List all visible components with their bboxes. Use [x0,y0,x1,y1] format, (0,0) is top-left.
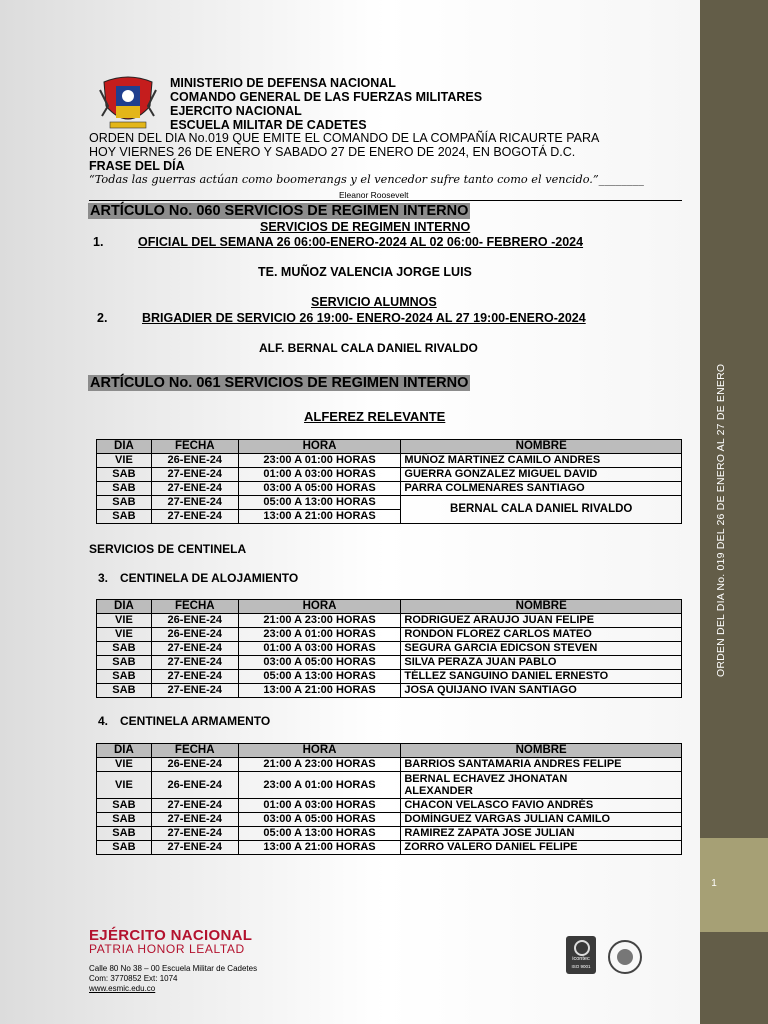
table-row [97,799,682,813]
cell-fecha: 27-ENE-24 [151,670,238,684]
item-2-number: 2. [97,311,108,325]
certification-seal-center-icon [617,949,633,965]
cell-nombre: BARRIOS SANTAMARIA ANDRES FELIPE [401,758,682,772]
table-row [97,482,682,496]
cell-hora: 21:00 A 23:00 HORAS [238,614,401,628]
cell-hora: 01:00 A 03:00 HORAS [238,642,401,656]
cell-fecha: 27-ENE-24 [151,841,238,855]
cell-fecha: 27-ENE-24 [151,510,238,524]
cell-hora: 23:00 A 01:00 HORAS [238,454,401,468]
cell-nombre: TÉLLEZ SANGUINO DANIEL ERNESTO [401,670,682,684]
footer-address: Calle 80 No 38 – 00 Escuela Militar de Cadetes [89,964,258,973]
footer-website[interactable]: www.esmic.edu.co [89,984,156,993]
footer-phone: Com: 3770852 Ext: 1074 [89,974,178,983]
table-row [97,496,682,510]
item-4-number: 4. [98,714,109,728]
table-row [97,628,682,642]
cell-fecha: 26-ENE-24 [151,614,238,628]
header-school: ESCUELA MILITAR DE CADETES [170,118,367,132]
cell-fecha: 27-ENE-24 [151,468,238,482]
cell-dia: VIE [97,628,152,642]
table-row [97,684,682,698]
table-row [97,614,682,628]
centinela-armamento-table [96,743,682,855]
cell-dia: VIE [97,772,152,799]
sidebar-vertical-title: ORDEN DEL DIA No. 019 DEL 26 DE ENERO AL 27 DE ENERO [715,363,727,677]
cell-dia: SAB [97,482,152,496]
table-row [97,468,682,482]
item-3-number: 3. [98,571,109,585]
centinela-alojamiento-table [96,599,682,698]
cell-hora: 05:00 A 13:00 HORAS [238,670,401,684]
cell-nombre: RAMIREZ ZAPATA JOSE JULIAN [401,827,682,841]
item-1-number: 1. [93,235,104,249]
cell-fecha: 27-ENE-24 [151,642,238,656]
cell-fecha: 27-ENE-24 [151,813,238,827]
cell-hora: 23:00 A 01:00 HORAS [238,772,401,799]
table-row [97,670,682,684]
item-3-centinela-alojamiento: CENTINELA DE ALOJAMIENTO [120,571,299,585]
cell-nombre: JOSA QUIJANO IVAN SANTIAGO [401,684,682,698]
cell-dia: SAB [97,468,152,482]
cell-hora: 03:00 A 05:00 HORAS [238,656,401,670]
article-061-title: ARTÍCULO No. 061 SERVICIOS DE REGIMEN INTERNO [90,375,469,391]
cell-dia: SAB [97,813,152,827]
cell-fecha: 27-ENE-24 [151,482,238,496]
alferez-relevante-title: ALFEREZ RELEVANTE [304,409,446,424]
cell-dia: VIE [97,758,152,772]
oficial-name: TE. MUÑOZ VALENCIA JORGE LUIS [258,265,472,279]
cell-dia: SAB [97,684,152,698]
cell-fecha: 26-ENE-24 [151,628,238,642]
table-row [97,827,682,841]
cell-nombre: ZORRO VALERO DANIEL FELIPE [401,841,682,855]
table-row [97,758,682,772]
alferez-table [96,439,682,524]
footer-brand-name: EJÉRCITO NACIONAL [89,927,253,944]
cell-fecha: 27-ENE-24 [151,656,238,670]
cell-dia: SAB [97,670,152,684]
column-header-nombre: NOMBRE [401,744,682,758]
frase-label: FRASE DEL DÍA [89,159,185,173]
table-row [97,772,682,799]
column-header-fecha: FECHA [151,600,238,614]
orden-line-2: HOY VIERNES 26 DE ENERO Y SABADO 27 DE ENERO DE 2024, EN BOGOTÁ D.C. [89,145,576,159]
cell-hora: 13:00 A 21:00 HORAS [238,841,401,855]
header-divider [89,200,682,201]
column-header-hora: HORA [238,600,401,614]
cell-dia: VIE [97,454,152,468]
column-header-dia: DIA [97,600,152,614]
column-header-dia: DIA [97,744,152,758]
item-1-oficial-semana: OFICIAL DEL SEMANA 26 06:00-ENERO-2024 AL 02 06:00- FEBRERO -2024 [138,235,584,249]
cell-nombre: SEGURA GARCIA EDICSON STEVEN [401,642,682,656]
orden-line-1: ORDEN DEL DIA No.019 QUE EMITE EL COMANDO DE LA COMPAÑÍA RICAURTE PARA [89,131,600,145]
column-header-nombre: NOMBRE [401,600,682,614]
cell-nombre: RONDON FLOREZ CARLOS MATEO [401,628,682,642]
table-row [97,841,682,855]
cell-nombre: MUÑOZ MARTINEZ CAMILO ANDRES [401,454,682,468]
table-row [97,642,682,656]
cell-fecha: 27-ENE-24 [151,799,238,813]
cell-dia: SAB [97,642,152,656]
cell-nombre-merged: BERNAL CALA DANIEL RIVALDO [401,496,682,524]
article-060-subtitle: SERVICIOS DE REGIMEN INTERNO [260,220,471,234]
frase-del-dia: “Todas las guerras actúan como boomerangs y el vencedor sufre tanto como el vencido.”________ [89,173,644,186]
cell-nombre: DOMÍNGUEZ VARGAS JULIAN CAMILO [401,813,682,827]
servicio-alumnos-title: SERVICIO ALUMNOS [311,295,437,309]
cell-dia: SAB [97,496,152,510]
icontec-badge [566,936,596,974]
page-number: 1 [711,878,717,889]
cell-dia: SAB [97,841,152,855]
table-header-row [97,440,682,454]
cell-dia: SAB [97,827,152,841]
table-header-row [97,600,682,614]
column-header-nombre: NOMBRE [401,440,682,454]
cell-nombre: SILVA PERAZA JUAN PABLO [401,656,682,670]
cell-nombre: RODRIGUEZ ARAUJO JUAN FELIPE [401,614,682,628]
cell-fecha: 27-ENE-24 [151,684,238,698]
frase-author: Eleanor Roosevelt [339,190,409,200]
icontec-iso-label: ISO 9001 [571,964,591,969]
certification-seal-icon [608,940,642,974]
coat-of-arms-seal-icon [98,76,158,130]
cell-fecha: 26-ENE-24 [151,758,238,772]
cell-fecha: 27-ENE-24 [151,496,238,510]
cell-nombre: GUERRA GONZALEZ MIGUEL DAVID [401,468,682,482]
cell-hora: 23:00 A 01:00 HORAS [238,628,401,642]
cell-hora: 13:00 A 21:00 HORAS [238,510,401,524]
cell-dia: VIE [97,614,152,628]
header-ministry: MINISTERIO DE DEFENSA NACIONAL [170,76,396,90]
cell-hora: 05:00 A 13:00 HORAS [238,827,401,841]
brigadier-name: ALF. BERNAL CALA DANIEL RIVALDO [259,341,478,355]
cell-hora: 05:00 A 13:00 HORAS [238,496,401,510]
cell-dia: SAB [97,510,152,524]
table-row [97,656,682,670]
column-header-fecha: FECHA [151,440,238,454]
cell-fecha: 27-ENE-24 [151,827,238,841]
item-4-centinela-armamento: CENTINELA ARMAMENTO [120,714,271,728]
cell-hora: 21:00 A 23:00 HORAS [238,758,401,772]
icontec-logo-icon [574,940,590,956]
cell-hora: 03:00 A 05:00 HORAS [238,813,401,827]
cell-fecha: 26-ENE-24 [151,454,238,468]
centinela-section-title: SERVICIOS DE CENTINELA [89,542,247,556]
cell-nombre: PARRA COLMENARES SANTIAGO [401,482,682,496]
column-header-hora: HORA [238,440,401,454]
cell-hora: 13:00 A 21:00 HORAS [238,684,401,698]
cell-nombre: CHACON VELASCO FAVIO ANDRÉS [401,799,682,813]
cell-hora: 01:00 A 03:00 HORAS [238,468,401,482]
article-060-title: ARTÍCULO No. 060 SERVICIOS DE REGIMEN INTERNO [90,203,469,219]
column-header-dia: DIA [97,440,152,454]
header-command: COMANDO GENERAL DE LAS FUERZAS MILITARES [170,90,483,104]
table-row [97,454,682,468]
column-header-hora: HORA [238,744,401,758]
footer-brand-tagline: PATRIA HONOR LEALTAD [89,942,245,956]
item-2-brigadier: BRIGADIER DE SERVICIO 26 19:00- ENERO-2024 AL 27 19:00-ENERO-2024 [142,311,586,325]
column-header-fecha: FECHA [151,744,238,758]
table-header-row [97,744,682,758]
cell-dia: SAB [97,656,152,670]
cell-hora: 01:00 A 03:00 HORAS [238,799,401,813]
cell-hora: 03:00 A 05:00 HORAS [238,482,401,496]
table-row [97,813,682,827]
icontec-label: icontec [572,956,590,962]
cell-dia: SAB [97,799,152,813]
cell-nombre: BERNAL ECHAVEZ JHONATAN ALEXANDER [401,772,682,799]
header-army: EJERCITO NACIONAL [170,104,302,118]
cell-fecha: 26-ENE-24 [151,772,238,799]
